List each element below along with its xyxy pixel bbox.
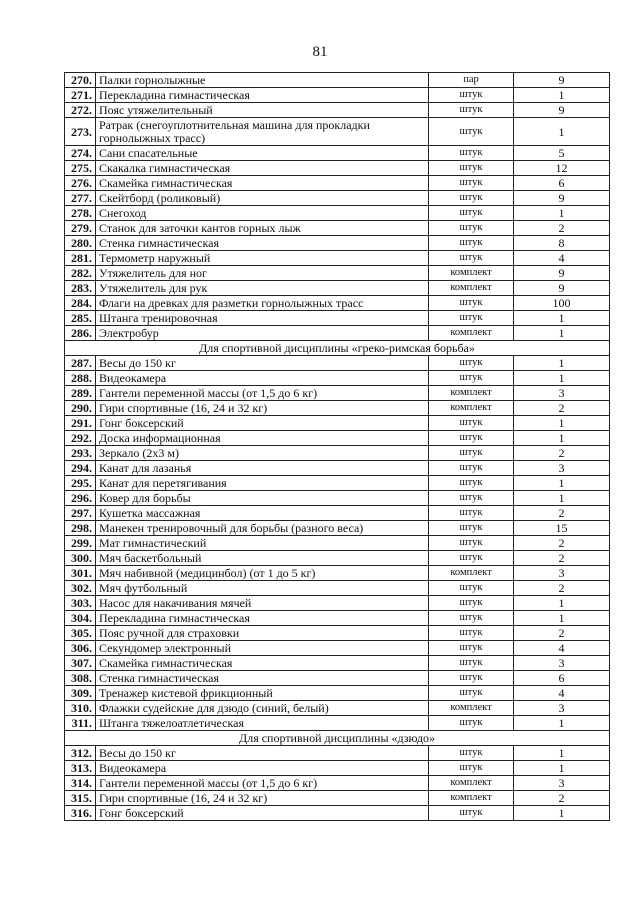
table-row [65,88,610,103]
table-row [65,551,610,566]
row-number: 301. [65,566,96,581]
unit-of-measure: штук [429,446,514,461]
row-number: 290. [65,401,96,416]
item-name: Перекладина гимнастическая [96,611,429,626]
item-name: Насос для накачивания мячей [96,596,429,611]
row-number: 275. [65,161,96,176]
table-row [65,701,610,716]
item-name: Флажки судейские для дзюдо (синий, белый) [96,701,429,716]
quantity: 3 [514,656,610,671]
item-name: Скейтборд (роликовый) [96,191,429,206]
item-name: Пояс ручной для страховки [96,626,429,641]
item-name: Зеркало (2х3 м) [96,446,429,461]
unit-of-measure: штук [429,806,514,821]
table-row [65,476,610,491]
quantity: 1 [514,416,610,431]
table-row [65,536,610,551]
row-number: 295. [65,476,96,491]
table-row [65,641,610,656]
row-number: 287. [65,356,96,371]
table-row [65,371,610,386]
item-name: Видеокамера [96,761,429,776]
row-number: 284. [65,296,96,311]
unit-of-measure: комплект [429,776,514,791]
quantity: 6 [514,671,610,686]
unit-of-measure: штук [429,476,514,491]
row-number: 297. [65,506,96,521]
table-row [65,446,610,461]
item-name: Гири спортивные (16, 24 и 32 кг) [96,791,429,806]
row-number: 277. [65,191,96,206]
quantity: 1 [514,491,610,506]
quantity: 3 [514,566,610,581]
equipment-table-body [65,73,610,821]
unit-of-measure: штук [429,671,514,686]
row-number: 281. [65,251,96,266]
table-row [65,206,610,221]
quantity: 3 [514,701,610,716]
section-header-row [65,341,610,356]
item-name: Тренажер кистевой фрикционный [96,686,429,701]
row-number: 314. [65,776,96,791]
item-name: Штанга тяжелоатлетическая [96,716,429,731]
item-name: Штанга тренировочная [96,311,429,326]
item-name: Утяжелитель для ног [96,266,429,281]
table-row [65,296,610,311]
quantity: 6 [514,176,610,191]
quantity: 1 [514,311,610,326]
table-row [65,626,610,641]
table-row [65,386,610,401]
quantity: 9 [514,281,610,296]
unit-of-measure: штук [429,461,514,476]
quantity: 1 [514,761,610,776]
unit-of-measure: комплект [429,401,514,416]
quantity: 2 [514,446,610,461]
row-number: 285. [65,311,96,326]
quantity: 2 [514,551,610,566]
table-row [65,118,610,146]
item-name: Весы до 150 кг [96,356,429,371]
row-number: 308. [65,671,96,686]
row-number: 309. [65,686,96,701]
table-row [65,716,610,731]
unit-of-measure: штук [429,686,514,701]
quantity: 2 [514,401,610,416]
row-number: 288. [65,371,96,386]
quantity: 4 [514,251,610,266]
unit-of-measure: комплект [429,791,514,806]
unit-of-measure: комплект [429,701,514,716]
item-name: Весы до 150 кг [96,746,429,761]
table-row [65,521,610,536]
unit-of-measure: штук [429,176,514,191]
unit-of-measure: штук [429,251,514,266]
quantity: 4 [514,641,610,656]
table-row [65,761,610,776]
unit-of-measure: штук [429,371,514,386]
quantity: 9 [514,266,610,281]
row-number: 292. [65,431,96,446]
quantity: 9 [514,73,610,88]
row-number: 294. [65,461,96,476]
row-number: 305. [65,626,96,641]
quantity: 9 [514,103,610,118]
quantity: 2 [514,506,610,521]
table-row [65,596,610,611]
unit-of-measure: штук [429,221,514,236]
item-name: Перекладина гимнастическая [96,88,429,103]
item-name: Станок для заточки кантов горных лыж [96,221,429,236]
item-name: Ратрак (снегоуплотнительная машина для прокладки горнолыжных трасс) [96,118,429,146]
item-name: Термометр наружный [96,251,429,266]
item-name: Канат для лазанья [96,461,429,476]
unit-of-measure: штук [429,596,514,611]
table-row [65,461,610,476]
unit-of-measure: штук [429,296,514,311]
item-name: Скамейка гимнастическая [96,176,429,191]
unit-of-measure: штук [429,641,514,656]
row-number: 271. [65,88,96,103]
unit-of-measure: комплект [429,566,514,581]
table-row [65,103,610,118]
quantity: 4 [514,686,610,701]
quantity: 1 [514,356,610,371]
table-row [65,431,610,446]
table-row [65,776,610,791]
row-number: 274. [65,146,96,161]
row-number: 302. [65,581,96,596]
row-number: 307. [65,656,96,671]
section-title: Для спортивной дисциплины «греко-римская борьба» [65,341,610,356]
item-name: Доска информационная [96,431,429,446]
unit-of-measure: штук [429,656,514,671]
unit-of-measure: штук [429,611,514,626]
quantity: 5 [514,146,610,161]
unit-of-measure: штук [429,581,514,596]
table-row [65,161,610,176]
quantity: 2 [514,626,610,641]
unit-of-measure: штук [429,356,514,371]
quantity: 1 [514,596,610,611]
row-number: 273. [65,118,96,146]
unit-of-measure: штук [429,626,514,641]
quantity: 1 [514,431,610,446]
row-number: 283. [65,281,96,296]
item-name: Скакалка гимнастическая [96,161,429,176]
quantity: 3 [514,776,610,791]
row-number: 282. [65,266,96,281]
table-row [65,491,610,506]
item-name: Мяч набивной (медицинбол) (от 1 до 5 кг) [96,566,429,581]
quantity: 1 [514,88,610,103]
table-row [65,566,610,581]
item-name: Стенка гимнастическая [96,236,429,251]
item-name: Электробур [96,326,429,341]
item-name: Гантели переменной массы (от 1,5 до 6 кг) [96,776,429,791]
quantity: 1 [514,806,610,821]
table-row [65,311,610,326]
row-number: 296. [65,491,96,506]
item-name: Скамейка гимнастическая [96,656,429,671]
quantity: 2 [514,791,610,806]
table-row [65,266,610,281]
unit-of-measure: штук [429,118,514,146]
quantity: 2 [514,536,610,551]
row-number: 298. [65,521,96,536]
quantity: 1 [514,118,610,146]
unit-of-measure: штук [429,103,514,118]
item-name: Видеокамера [96,371,429,386]
item-name: Стенка гимнастическая [96,671,429,686]
table-row [65,191,610,206]
row-number: 311. [65,716,96,731]
row-number: 289. [65,386,96,401]
item-name: Гантели переменной массы (от 1,5 до 6 кг) [96,386,429,401]
item-name: Ковер для борьбы [96,491,429,506]
item-name: Гонг боксерский [96,806,429,821]
quantity: 15 [514,521,610,536]
table-row [65,791,610,806]
table-row [65,356,610,371]
item-name: Мяч футбольный [96,581,429,596]
quantity: 1 [514,326,610,341]
item-name: Гонг боксерский [96,416,429,431]
quantity: 1 [514,476,610,491]
item-name: Сани спасательные [96,146,429,161]
row-number: 278. [65,206,96,221]
item-name: Мяч баскетбольный [96,551,429,566]
table-row [65,251,610,266]
quantity: 1 [514,746,610,761]
quantity: 2 [514,221,610,236]
row-number: 291. [65,416,96,431]
item-name: Гири спортивные (16, 24 и 32 кг) [96,401,429,416]
row-number: 303. [65,596,96,611]
table-row [65,746,610,761]
unit-of-measure: штук [429,491,514,506]
table-row [65,671,610,686]
table-row [65,146,610,161]
table-row [65,221,610,236]
unit-of-measure: штук [429,206,514,221]
quantity: 2 [514,581,610,596]
row-number: 272. [65,103,96,118]
item-name: Утяжелитель для рук [96,281,429,296]
section-header-row [65,731,610,746]
unit-of-measure: штук [429,146,514,161]
row-number: 270. [65,73,96,88]
row-number: 300. [65,551,96,566]
table-row [65,236,610,251]
unit-of-measure: штук [429,236,514,251]
item-name: Секундомер электронный [96,641,429,656]
item-name: Кушетка массажная [96,506,429,521]
table-row [65,611,610,626]
row-number: 312. [65,746,96,761]
item-name: Флаги на древках для разметки горнолыжных трасс [96,296,429,311]
row-number: 313. [65,761,96,776]
table-row [65,506,610,521]
row-number: 280. [65,236,96,251]
quantity: 1 [514,371,610,386]
unit-of-measure: штук [429,506,514,521]
unit-of-measure: штук [429,161,514,176]
unit-of-measure: штук [429,191,514,206]
unit-of-measure: комплект [429,326,514,341]
unit-of-measure: комплект [429,386,514,401]
quantity: 3 [514,461,610,476]
page-number: 81 [312,44,328,60]
section-title: Для спортивной дисциплины «дзюдо» [65,731,610,746]
table-row [65,581,610,596]
table-row [65,326,610,341]
unit-of-measure: штук [429,311,514,326]
unit-of-measure: штук [429,521,514,536]
item-name: Пояс утяжелительный [96,103,429,118]
item-name: Канат для перетягивания [96,476,429,491]
table-row [65,686,610,701]
row-number: 293. [65,446,96,461]
row-number: 306. [65,641,96,656]
quantity: 1 [514,716,610,731]
unit-of-measure: комплект [429,281,514,296]
item-name: Снегоход [96,206,429,221]
unit-of-measure: штук [429,416,514,431]
unit-of-measure: штук [429,88,514,103]
quantity: 1 [514,206,610,221]
row-number: 316. [65,806,96,821]
quantity: 12 [514,161,610,176]
table-row [65,401,610,416]
table-row [65,73,610,88]
item-name: Палки горнолыжные [96,73,429,88]
table-row [65,806,610,821]
unit-of-measure: штук [429,761,514,776]
table-row [65,416,610,431]
row-number: 315. [65,791,96,806]
table-row [65,281,610,296]
quantity: 8 [514,236,610,251]
quantity: 100 [514,296,610,311]
table-row [65,656,610,671]
unit-of-measure: штук [429,551,514,566]
unit-of-measure: штук [429,431,514,446]
row-number: 304. [65,611,96,626]
item-name: Мат гимнастический [96,536,429,551]
unit-of-measure: штук [429,716,514,731]
row-number: 276. [65,176,96,191]
quantity: 1 [514,611,610,626]
unit-of-measure: штук [429,746,514,761]
unit-of-measure: комплект [429,266,514,281]
item-name: Манекен тренировочный для борьбы (разного веса) [96,521,429,536]
quantity: 9 [514,191,610,206]
row-number: 279. [65,221,96,236]
quantity: 3 [514,386,610,401]
unit-of-measure: штук [429,536,514,551]
table-row [65,176,610,191]
row-number: 310. [65,701,96,716]
unit-of-measure: пар [429,73,514,88]
row-number: 299. [65,536,96,551]
row-number: 286. [65,326,96,341]
equipment-table [64,72,610,821]
